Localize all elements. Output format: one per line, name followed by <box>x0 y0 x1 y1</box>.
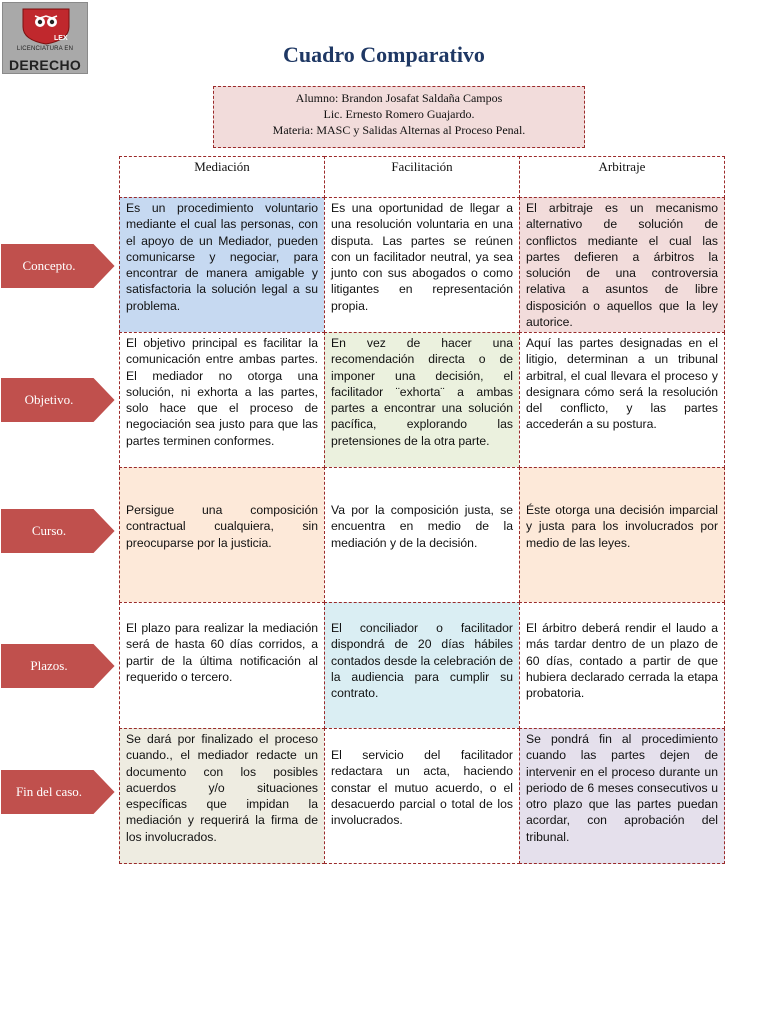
cell-objetivo-mediacion: El objetivo principal es facilitar la comunicación entre ambas partes. El mediador no otorga una solución, ni exhorta a las partes, solo hace que el proceso de negociación sea justo para que las partes terminen conformes. <box>119 332 325 468</box>
row-label-text: Fin del caso. <box>15 784 83 799</box>
cell-objetivo-facilitacion: En vez de hacer una recomendación directa o de imponer una decisión, el facilitador ¨exhorta¨ a ambas partes a encontrar una solución pacífica, explorando las pretensiones de la otra parte. <box>324 332 520 468</box>
row-label-fin-del-caso <box>0 769 116 815</box>
cell-concepto-facilitacion: Es una oportunidad de llegar a una resolución voluntaria en una disputa. Las partes se reúnen con un facilitador neutral, ya sea junto con sus abogados o como litigantes en representación propia. <box>324 197 520 333</box>
cell-curso-facilitacion: Va por la composición justa, se encuentra en medio de la mediación y de la decisión. <box>324 467 520 603</box>
cell-plazos-mediacion: El plazo para realizar la mediación será de hasta 60 días corridos, a partir de la última notificación al requerido o tercero. <box>119 602 325 729</box>
row-label-curso <box>0 508 116 554</box>
logo-subtitle: LICENCIATURA EN <box>16 46 74 52</box>
row-label-objetivo <box>0 377 116 423</box>
header-facilitacion: Facilitación <box>324 156 520 198</box>
cell-fin-arbitraje: Se pondrá fin al procedimiento cuando las partes dejen de intervenir en el proceso durante un periodo de 6 meses consecutivos u otro plazo que las partes puedan acordar, con aprobación del tribunal. <box>519 728 725 864</box>
cell-curso-mediacion: Persigue una composición contractual cualquiera, sin preocuparse por la justicia. <box>119 467 325 603</box>
row-label-text: Objetivo. <box>24 392 74 407</box>
header-arbitraje: Arbitraje <box>519 156 725 198</box>
cell-concepto-mediacion: Es un procedimiento voluntario mediante el cual las personas, con el apoyo de un Mediador, pueden comunicarse y negociar, para encontrar de manera amigable y satisfactoria la solución legal a su problema. <box>119 197 325 333</box>
shield-owl-icon <box>21 7 71 45</box>
svg-text:LEX: LEX <box>54 35 68 42</box>
comparison-table <box>119 156 725 864</box>
cell-plazos-arbitraje: El árbitro deberá rendir el laudo a más tardar dentro de un plazo de 60 días, contado a partir de que hubiera declarado cerrada la etapa probatoria. <box>519 602 725 729</box>
cell-plazos-facilitacion: El conciliador o facilitador dispondrá de 20 días hábiles contados desde la celebración de la audiencia para cumplir su contrato. <box>324 602 520 729</box>
cell-concepto-arbitraje: El arbitraje es un mecanismo alternativo de solución de conflictos mediante el cual las partes defieren a árbitros la solución de una controversia relativa a asuntos de libre disposición o aquellos que la ley autorice. <box>519 197 725 333</box>
row-label-text: Plazos. <box>30 658 68 673</box>
logo-title: DERECHO <box>8 57 82 73</box>
teacher-line: Lic. Ernesto Romero Guajardo. <box>323 107 475 121</box>
row-label-plazos <box>0 643 116 689</box>
header-mediacion: Mediación <box>119 156 325 198</box>
row-label-text: Concepto. <box>22 258 76 273</box>
cell-objetivo-arbitraje: Aquí las partes designadas en el litigio, determinan a un tribunal arbitral, el cual llevara el proceso y designara cómo será la resolución del conflicto, y las partes accederán a su postura. <box>519 332 725 468</box>
student-line: Alumno: Brandon Josafat Saldaña Campos <box>295 91 503 105</box>
subject-line: Materia: MASC y Salidas Alternas al Proceso Penal. <box>272 123 526 137</box>
page-title: Cuadro Comparativo <box>283 42 485 67</box>
row-label-concepto <box>0 243 116 289</box>
cell-fin-facilitacion: El servicio del facilitador redactara un acta, haciendo constar el mutuo acuerdo, o el desacuerdo parcial o total de los involucrados. <box>324 728 520 864</box>
cell-curso-arbitraje: Éste otorga una decisión imparcial y justa para los involucrados por medio de las leyes. <box>519 467 725 603</box>
info-box <box>213 86 585 148</box>
row-label-text: Curso. <box>31 523 67 538</box>
cell-fin-mediacion: Se dará por finalizado el proceso cuando., el mediador redacte un documento con los posibles acuerdos y/o situaciones específicas que impidan la mediación y requerirá la firma de los involucrados. <box>119 728 325 864</box>
